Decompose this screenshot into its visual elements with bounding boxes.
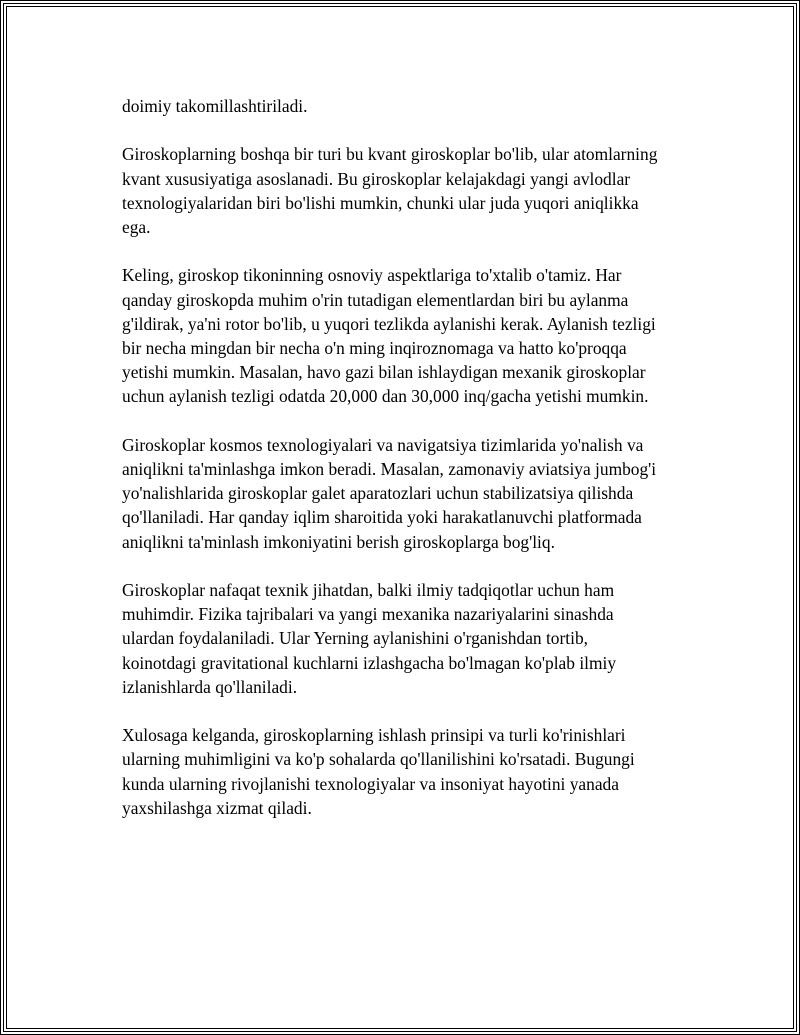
text-line: kvant xususiyatiga asoslanadi. Bu giroskoplar kelajakdagi yangi avlodlar (122, 168, 631, 189)
text-line: yetishi mumkin. Masalan, havo gazi bilan ishlaydigan mexanik giroskoplar (122, 362, 646, 383)
text-line: ulardan foydalaniladi. Ular Yerning aylanishini o'rganishdan tortib, (122, 628, 588, 649)
text-line: qo'llaniladi. Har qanday iqlim sharoitida yoki harakatlanuvchi platformada (122, 507, 642, 528)
text-line: aniqlikni ta'minlashga imkon beradi. Masalan, zamonaviy aviatsiya jumbog'i (122, 459, 657, 479)
text-line: Giroskoplar nafaqat texnik jihatdan, balki ilmiy tadqiqotlar uchun ham (122, 580, 615, 600)
text-line: ega. (122, 217, 151, 237)
text-line: yo'nalishlarida giroskoplar galet aparatozlari uchun stabilizatsiya qilishda (122, 483, 634, 504)
text-line: yaxshilashga xizmat qiladi. (122, 797, 312, 818)
text-line: koinotdagi gravitational kuchlarni izlashgacha bo'lmagan ko'plab ilmiy (122, 652, 617, 673)
text-line: ularning muhimligini va ko'p sohalarda qo'llanilishini ko'rsatadi. Bugungi (122, 749, 635, 770)
document-body (122, 94, 712, 844)
text-line: g'ildirak, ya'ni rotor bo'lib, u yuqori tezlikda aylanishi kerak. Aylanish tezligi (122, 313, 656, 334)
text-line: uchun aylanish tezligi odatda 20,000 dan 30,000 inq/gacha yetishi mumkin. (122, 386, 649, 407)
text-line: muhimdir. Fizika tajribalari va yangi mexanika nazariyalarini sinashda (122, 604, 614, 625)
paragraph (122, 723, 712, 820)
text-line: bir necha mingdan bir necha o'n ming inqiroznomaga va hatto ko'proqqa (122, 338, 627, 358)
text-line: Giroskoplar kosmos texnologiyalari va navigatsiya tizimlarida yo'nalish va (122, 434, 644, 455)
text-line: izlanishlarda qo'llaniladi. (122, 676, 298, 697)
text-line: aniqlikni ta'minlash imkoniyatini berish giroskoplarga bog'liq. (122, 531, 555, 552)
paragraph (122, 433, 712, 554)
text-line: kunda ularning rivojlanishi texnologiyalar va insoniyat hayotini yanada (122, 773, 619, 794)
text-line: doimiy takomillashtiriladi. (122, 96, 308, 116)
paragraph (122, 263, 712, 408)
paragraph (122, 94, 712, 118)
text-line: Xulosaga kelganda, giroskoplarning ishlash prinsipi va turli ko'rinishlari (122, 725, 626, 746)
paragraph (122, 578, 712, 699)
text-line: Giroskoplarning boshqa bir turi bu kvant giroskoplar bo'lib, ular atomlarning (122, 144, 658, 165)
text-line: qanday giroskopda muhim o'rin tutadigan elementlardan biri bu aylanma (122, 289, 629, 310)
text-line: texnologiyalaridan biri bo'lishi mumkin, chunki ular juda yuqori aniqlikka (122, 192, 639, 213)
text-line: Keling, giroskop tikoninning osnoviy aspektlariga to'xtalib o'tamiz. Har (122, 265, 622, 286)
paragraph (122, 142, 712, 239)
